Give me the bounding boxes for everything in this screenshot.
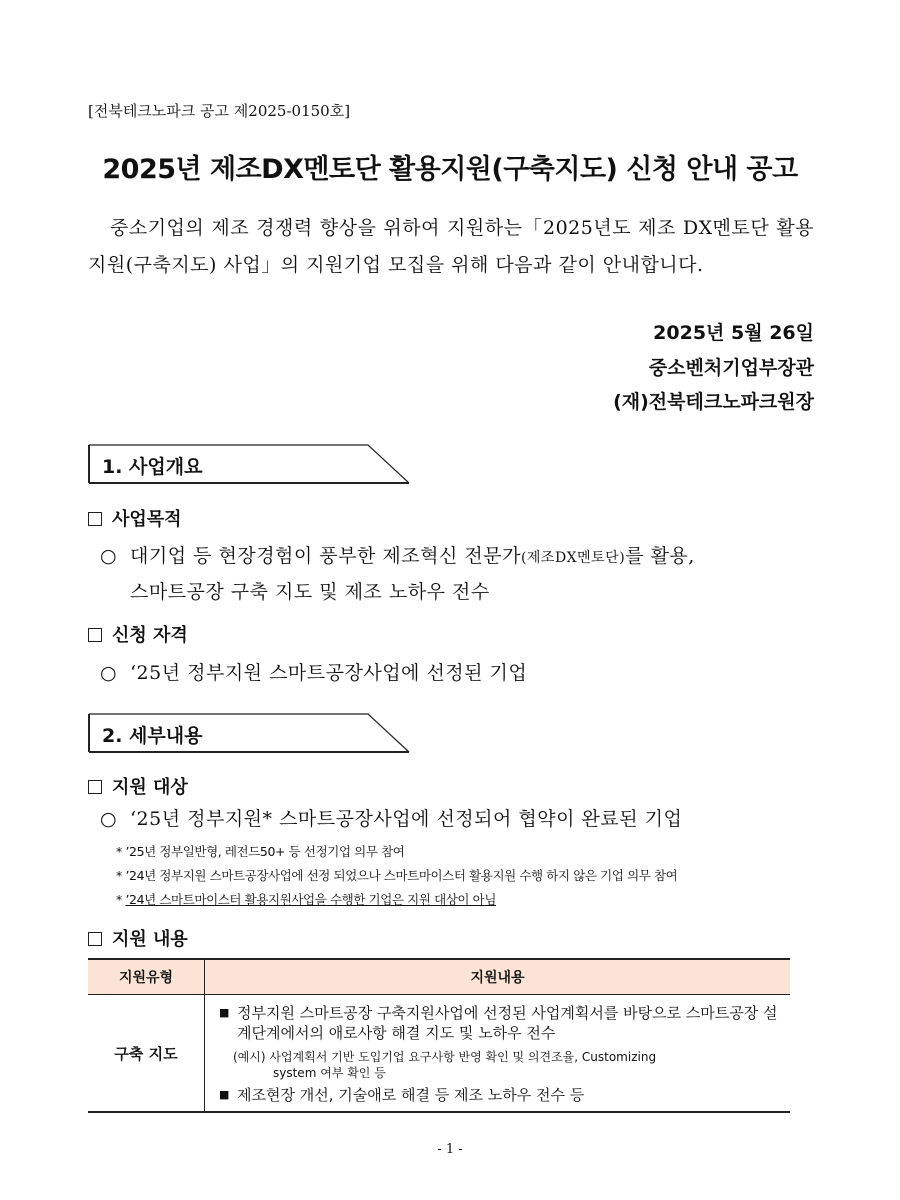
- example-line-2: system 여부 확인 등: [273, 1066, 386, 1080]
- example-note: [219, 1049, 782, 1081]
- note-text: ’24년 정부지원 스마트공장사업에 선정 되었으나 스마트마이스터 활용지원 수행 하지 않은 기업 의무 참여: [125, 868, 678, 883]
- asterisk-mark: *: [116, 868, 122, 883]
- table-header-row: [88, 959, 790, 995]
- content-item-2: [219, 1085, 782, 1105]
- checkbox-icon: [88, 932, 102, 946]
- purpose-heading: [88, 505, 182, 531]
- notice-date: 2025년 5월 26일: [653, 322, 814, 344]
- document-title: 2025년 제조DX멘토단 활용지원(구축지도) 신청 안내 공고: [102, 154, 798, 185]
- row-type-cell: 구축 지도: [88, 995, 205, 1113]
- target-note-3: [116, 890, 496, 908]
- square-bullet-icon: ■: [219, 1006, 230, 1019]
- purpose-text-3: 스마트공장 구축 지도 및 제조 노하우 전수: [130, 581, 490, 603]
- section-2-header: [88, 713, 410, 753]
- checkbox-icon: [88, 512, 102, 526]
- asterisk-mark: *: [116, 892, 122, 907]
- content-heading-text: 지원 내용: [112, 929, 188, 950]
- target-note-1: [116, 842, 404, 860]
- table-header-type: 지원유형: [88, 959, 205, 995]
- note-text: ’24년 스마트마이스터 활용지원사업을 수행한 기업은 지원 대상이 아님: [125, 892, 497, 907]
- support-content-table: [88, 958, 790, 1113]
- issuer-technopark: (재)전북테크노파크원장: [613, 391, 814, 413]
- issuer-ministry: 중소벤처기업부장관: [648, 357, 814, 379]
- content-item-2-text: 제조현장 개선, 기술애로 해결 등 제조 노하우 전수 등: [237, 1086, 585, 1104]
- purpose-bullet: [100, 539, 695, 609]
- section-1-header: [88, 444, 410, 484]
- purpose-text-1: 대기업 등 현장경험이 풍부한 제조혁신 전문가: [130, 545, 521, 567]
- purpose-text-small: (제조DX멘토단): [520, 550, 626, 566]
- eligibility-heading: [88, 621, 188, 647]
- notice-number: [전북테크노파크 공고 제2025-0150호]: [88, 102, 351, 120]
- example-line-1: (예시) 사업계획서 기반 도입기업 요구사항 반영 확인 및 의견조율, Customizing: [233, 1050, 657, 1064]
- eligibility-text: ‘25년 정부지원 스마트공장사업에 선정된 기업: [130, 662, 528, 684]
- intro-paragraph: 중소기업의 제조 경쟁력 향상을 위하여 지원하는「2025년도 제조 DX멘토단 활용지원(구축지도) 사업」의 지원기업 모집을 위해 다음과 같이 안내합니다.: [88, 217, 814, 276]
- row-content-cell: [205, 995, 791, 1113]
- section-2-title: 2. 세부내용: [102, 725, 203, 747]
- target-note-2: [116, 866, 677, 884]
- circle-bullet-icon: ○: [100, 545, 118, 567]
- content-item-1: [219, 1003, 782, 1043]
- target-heading: [88, 773, 188, 799]
- target-heading-text: 지원 대상: [112, 777, 188, 798]
- section-1-title: 1. 사업개요: [102, 456, 203, 478]
- table-row: [88, 995, 790, 1113]
- purpose-text-2: 를 활용,: [625, 545, 695, 567]
- page-number: - 1 -: [437, 1142, 463, 1157]
- purpose-heading-text: 사업목적: [112, 509, 182, 530]
- asterisk-mark: *: [116, 844, 122, 859]
- content-item-1-text: 정부지원 스마트공장 구축지원사업에 선정된 사업계획서를 바탕으로 스마트공장 설계단계에서의 애로사항 해결 지도 및 노하우 전수: [237, 1004, 778, 1042]
- circle-bullet-icon: ○: [100, 808, 118, 830]
- target-text: ‘25년 정부지원* 스마트공장사업에 선정되어 협약이 완료된 기업: [130, 808, 683, 830]
- square-bullet-icon: ■: [219, 1088, 230, 1101]
- checkbox-icon: [88, 628, 102, 642]
- target-bullet: [100, 802, 682, 836]
- eligibility-heading-text: 신청 자격: [112, 625, 188, 646]
- circle-bullet-icon: ○: [100, 662, 118, 684]
- table-header-content: 지원내용: [205, 959, 791, 995]
- checkbox-icon: [88, 780, 102, 794]
- eligibility-bullet: [100, 656, 527, 690]
- note-text: ’25년 정부일반형, 레전드50+ 등 선정기업 의무 참여: [125, 844, 405, 859]
- content-heading: [88, 925, 188, 951]
